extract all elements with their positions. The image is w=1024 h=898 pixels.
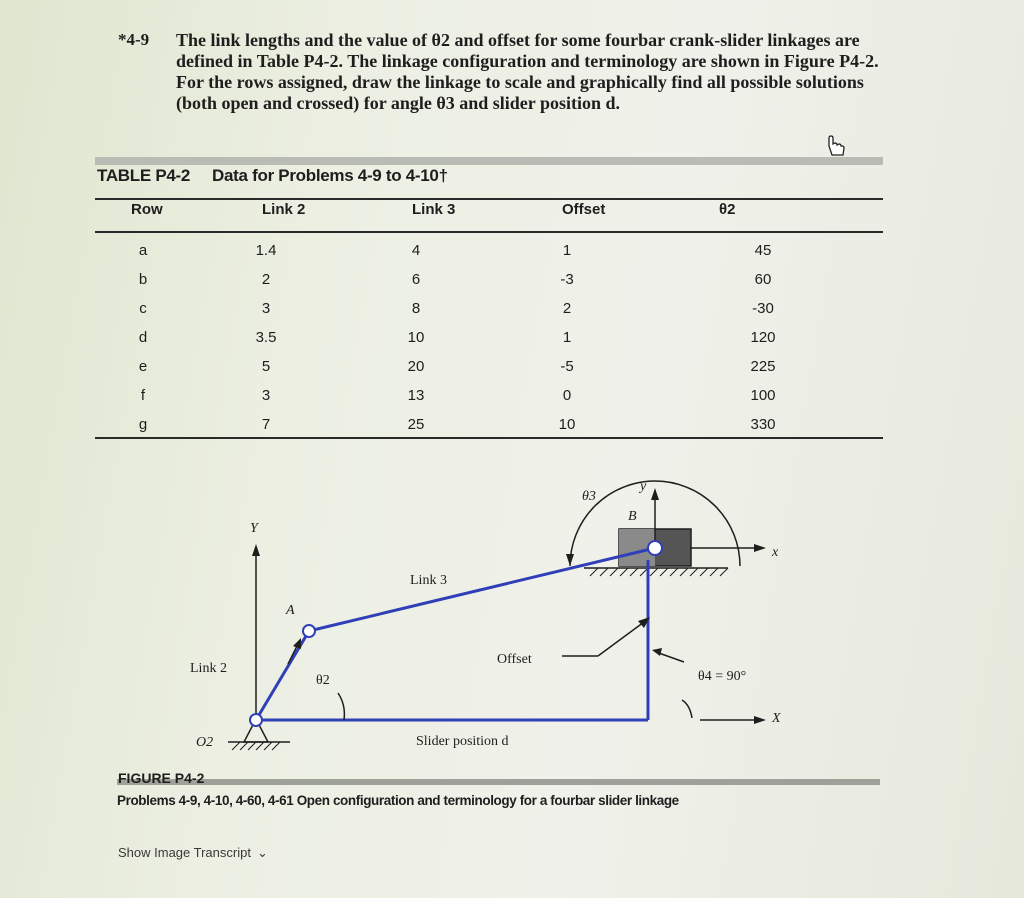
table-cell: 8 bbox=[411, 300, 421, 317]
o2-label: O2 bbox=[196, 735, 214, 750]
table-cell: 1 bbox=[562, 329, 572, 346]
table-cell: 1.4 bbox=[255, 242, 277, 259]
table-cell: a bbox=[138, 242, 148, 259]
table-cell: -3 bbox=[560, 271, 574, 288]
table-cell: -5 bbox=[560, 358, 574, 375]
table-cell: 225 bbox=[750, 358, 776, 375]
table-cell: -30 bbox=[752, 300, 774, 317]
slider-ground-hatch bbox=[590, 568, 728, 576]
table-cell: g bbox=[138, 416, 148, 433]
x-axis-arrow-icon bbox=[754, 716, 766, 724]
table-cell: 45 bbox=[754, 242, 772, 259]
table-cell: 60 bbox=[754, 271, 772, 288]
table-cell: b bbox=[138, 271, 148, 288]
table-cell: c bbox=[139, 300, 147, 317]
header-offset: Offset bbox=[562, 201, 606, 218]
y-axis-label: Y bbox=[250, 521, 258, 536]
local-x-label: x bbox=[772, 545, 779, 560]
theta3-label: θ3 bbox=[582, 489, 596, 504]
table-cell: 1 bbox=[562, 242, 572, 259]
header-link3: Link 3 bbox=[412, 201, 456, 218]
link2-label: Link 2 bbox=[190, 661, 227, 676]
show-transcript-button[interactable] bbox=[118, 845, 268, 861]
table-cell: f bbox=[140, 387, 146, 404]
problem-number: *4-9 bbox=[118, 30, 150, 49]
local-x-arrow-icon bbox=[754, 544, 766, 552]
ground-hatch-o2 bbox=[232, 742, 280, 750]
theta2-arc bbox=[338, 693, 344, 720]
table-cell: 0 bbox=[562, 387, 572, 404]
chevron-down-icon: ⌄ bbox=[256, 845, 268, 860]
table-cell: 6 bbox=[411, 271, 421, 288]
show-transcript-label: Show Image Transcript bbox=[118, 845, 251, 860]
problem-text: The link lengths and the value of θ2 and offset for some fourbar crank-slider linkages are defined in Table P4-2. The linkage configuration and terminology are shown in Figure P4-2. For the rows assigned, draw the linkage to scale and graphically find all possible solutions (both open and crossed) for angle θ3 and slider position d. bbox=[176, 30, 879, 113]
local-y-label: y bbox=[640, 479, 647, 494]
y-axis-arrow-icon bbox=[252, 544, 260, 556]
table-cell: 5 bbox=[261, 358, 271, 375]
table-label: TABLE P4-2 bbox=[97, 166, 191, 185]
theta2-label: θ2 bbox=[316, 673, 330, 688]
x-axis-label: X bbox=[772, 711, 781, 726]
point-a-label: A bbox=[286, 603, 295, 618]
table-cell: 2 bbox=[562, 300, 572, 317]
link3-label: Link 3 bbox=[410, 573, 447, 588]
figure-caption: Problems 4-9, 4-10, 4-60, 4-61 Open configuration and terminology for a fourbar slider linkage bbox=[117, 793, 679, 808]
table-cell: 3.5 bbox=[255, 329, 277, 346]
theta3-arrow-icon bbox=[566, 554, 574, 566]
figure-bar bbox=[117, 779, 880, 785]
theta4-arc bbox=[682, 700, 692, 718]
header-row: Row bbox=[131, 201, 163, 218]
table-cell: 3 bbox=[261, 300, 271, 317]
joint-b-icon bbox=[648, 541, 662, 555]
local-y-arrow-icon bbox=[651, 488, 659, 500]
table-cell: 120 bbox=[750, 329, 776, 346]
table-cell: 10 bbox=[558, 416, 576, 433]
table-cell: e bbox=[138, 358, 148, 375]
link2-line bbox=[256, 631, 309, 720]
point-b-label: B bbox=[628, 509, 637, 524]
figure-label: FIGURE P4-2 bbox=[118, 770, 205, 786]
theta2-arrow-icon bbox=[293, 638, 301, 649]
table-cell: 25 bbox=[407, 416, 425, 433]
offset-label: Offset bbox=[497, 652, 532, 667]
joint-o2-icon bbox=[250, 714, 262, 726]
table-cell: 330 bbox=[750, 416, 776, 433]
table-cell: 3 bbox=[261, 387, 271, 404]
header-link2: Link 2 bbox=[262, 201, 306, 218]
header-theta2: θ2 bbox=[719, 201, 736, 218]
theta4-label: θ4 = 90° bbox=[698, 669, 747, 684]
table-caption: Data for Problems 4-9 to 4-10† bbox=[212, 166, 448, 185]
table-cell: 10 bbox=[407, 329, 425, 346]
table-cell: 13 bbox=[407, 387, 425, 404]
table-cell: 4 bbox=[411, 242, 421, 259]
table-cell: 2 bbox=[261, 271, 271, 288]
joint-a-icon bbox=[303, 625, 315, 637]
table-cell: 7 bbox=[261, 416, 271, 433]
link3-line bbox=[309, 548, 655, 631]
offset-pointer bbox=[598, 622, 644, 656]
table-cell: d bbox=[138, 329, 148, 346]
table-cell: 20 bbox=[407, 358, 425, 375]
theta4-arrow-icon bbox=[652, 648, 662, 656]
slider-position-label: Slider position d bbox=[416, 734, 509, 749]
table-cell: 100 bbox=[750, 387, 776, 404]
